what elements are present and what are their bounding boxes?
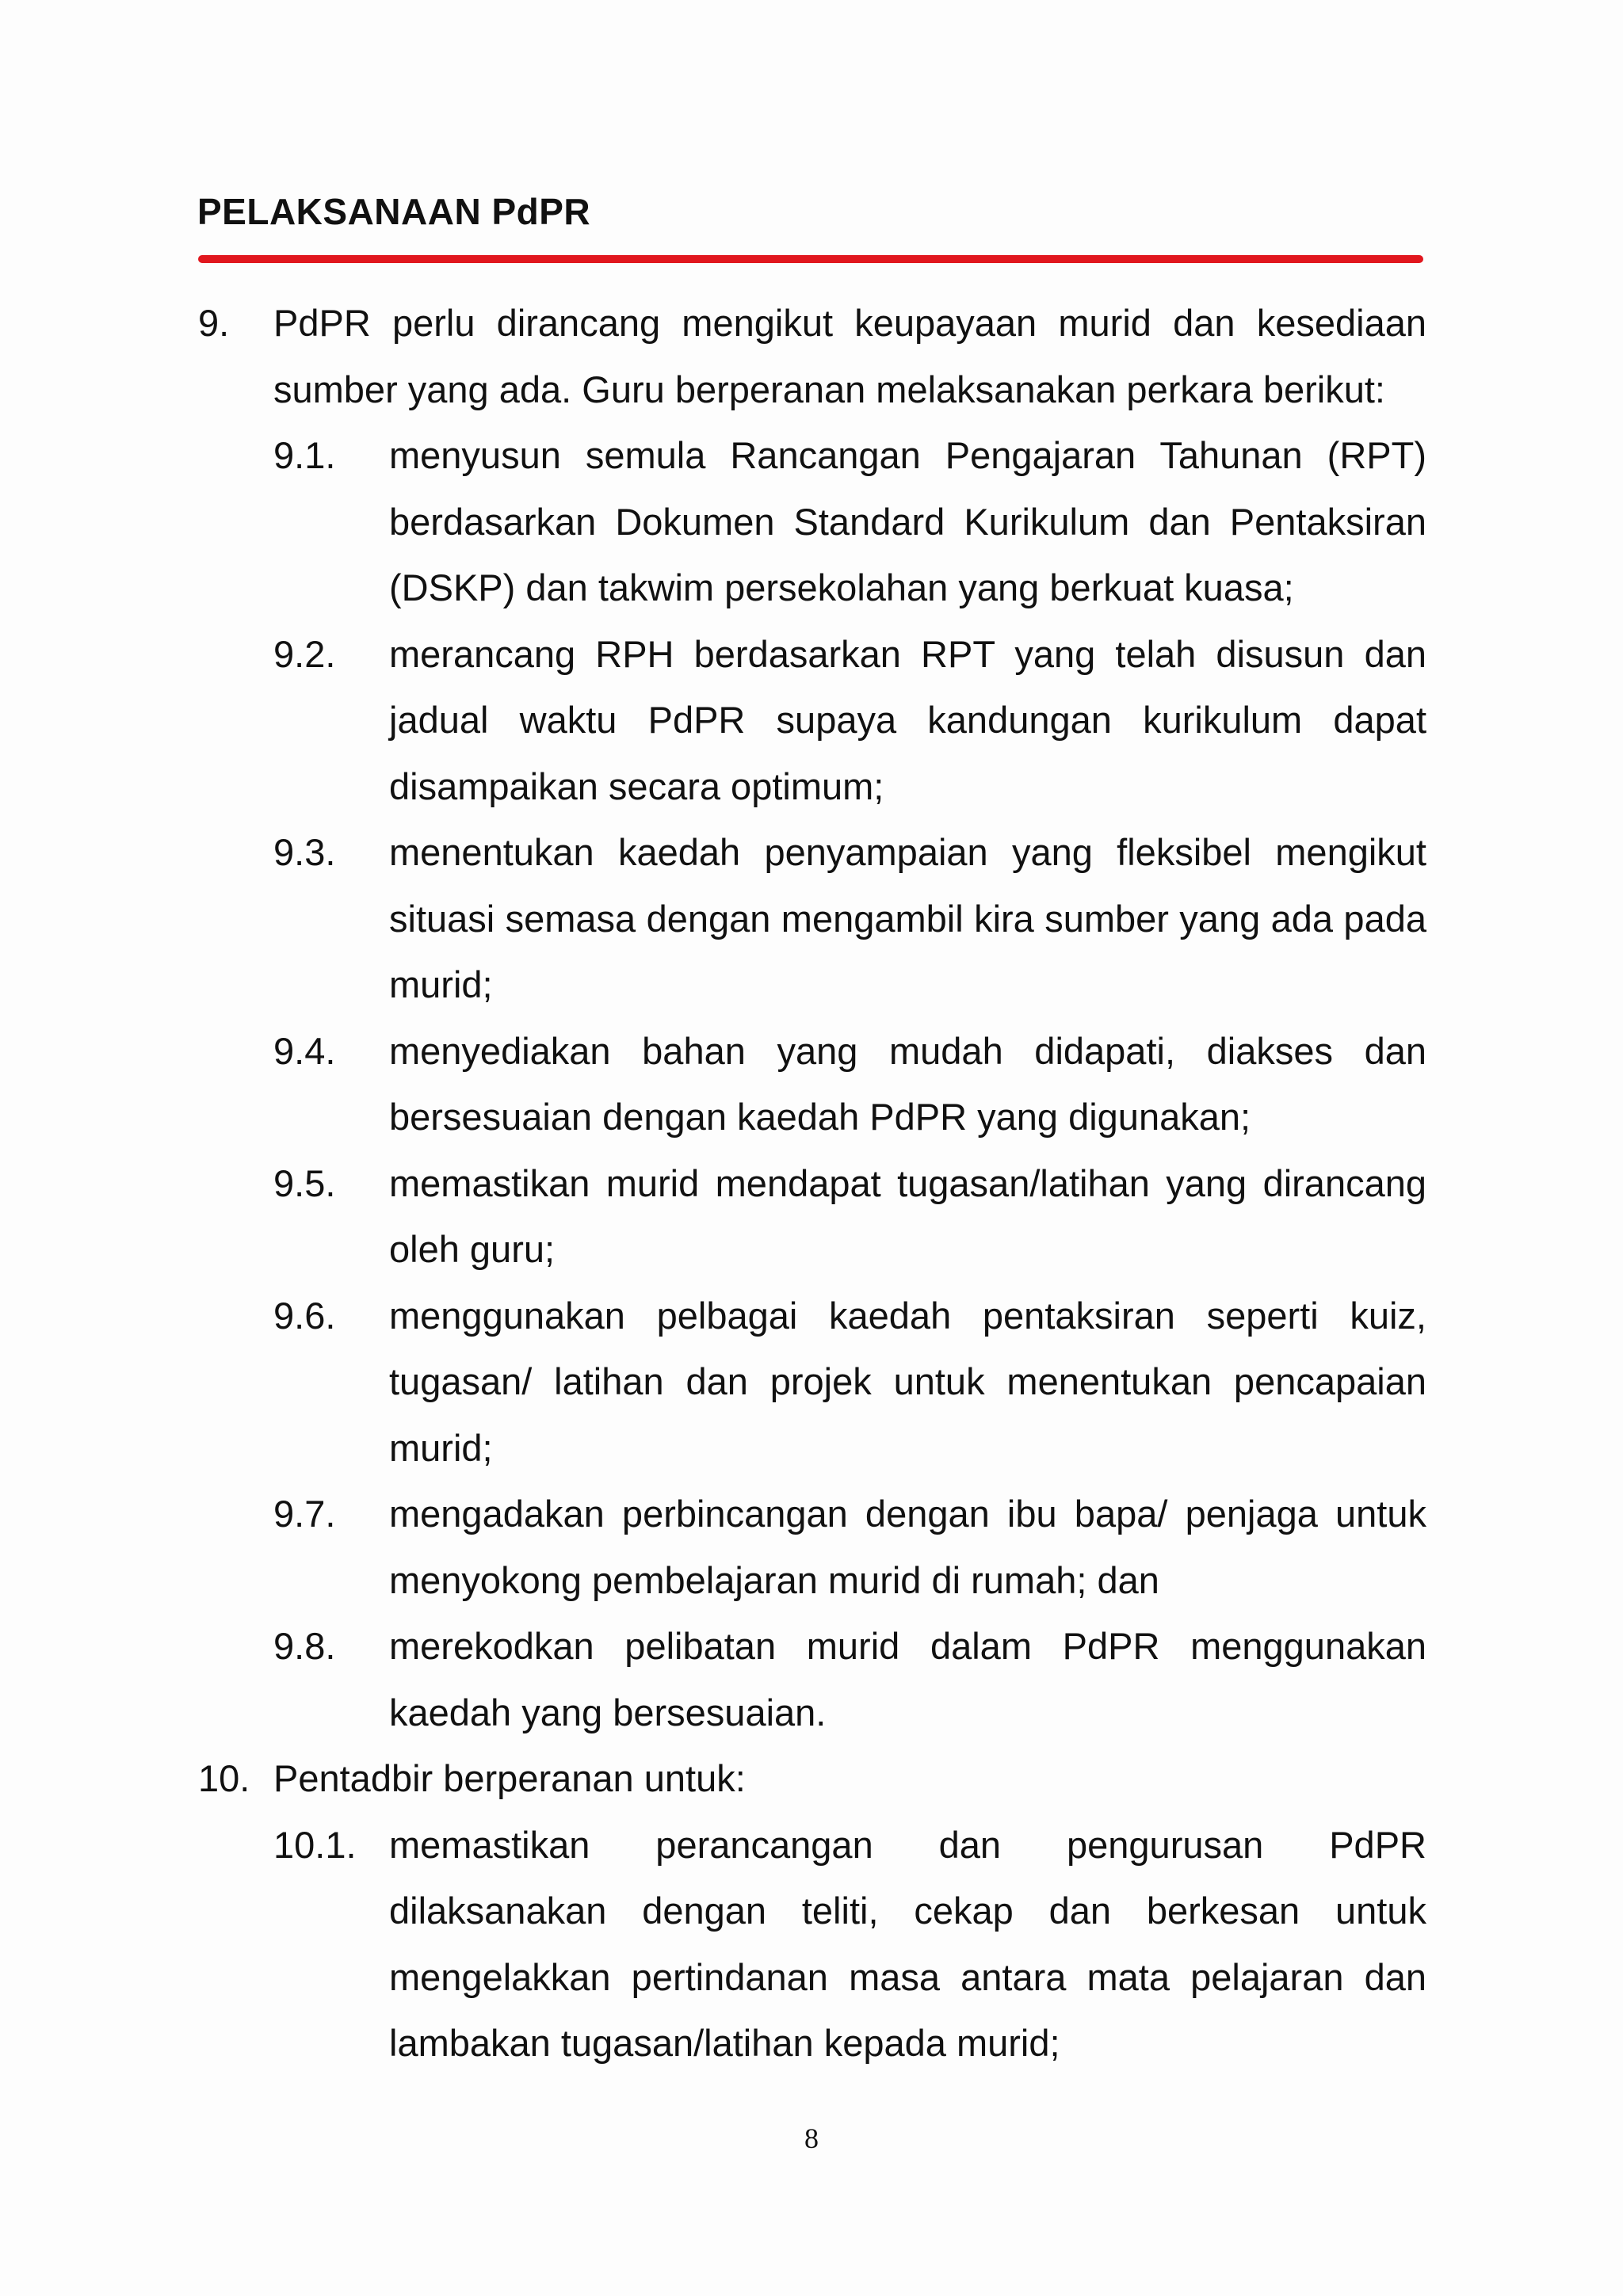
subclause-9-1	[198, 422, 1426, 621]
page-number: 8	[804, 2122, 819, 2154]
subclause-9-7	[198, 1481, 1426, 1613]
subclause-text: menyusun semula Rancangan Pengajaran Tahunan (RPT) berdasarkan Dokumen Standard Kurikulum dan Pentaksiran (DSKP) dan takwim persekolahan yang berkuat kuasa;	[389, 434, 1426, 608]
subclause-text: menggunakan pelbagai kaedah pentaksiran seperti kuiz, tugasan/ latihan dan projek untuk menentukan pencapaian murid;	[389, 1294, 1426, 1469]
subclause-number: 9.2.	[273, 632, 336, 675]
subclause-9-2	[198, 621, 1426, 820]
clause-number: 10.	[198, 1757, 250, 1799]
subclause-text: menyediakan bahan yang mudah didapati, diakses dan bersesuaian dengan kaedah PdPR yang digunakan;	[389, 1029, 1426, 1138]
document-body	[198, 290, 1426, 2077]
subclause-text: merancang RPH berdasarkan RPT yang telah disusun dan jadual waktu PdPR supaya kandungan kurikulum dapat disampaikan secara optimum;	[389, 632, 1426, 807]
subclause-9-4	[198, 1018, 1426, 1150]
subclause-text: memastikan perancangan dan pengurusan PdPR dilaksanakan dengan teliti, cekap dan berkesan untuk mengelakkan pertindanan masa antara mata pelajaran dan lambakan tugasan/latihan kepada murid;	[389, 1823, 1426, 2064]
subclause-number: 9.6.	[273, 1294, 336, 1337]
section-heading: PELAKSANAAN PdPR	[197, 191, 591, 232]
heading-underline-rule	[198, 255, 1423, 263]
subclause-number: 9.5.	[273, 1161, 336, 1204]
subclause-number: 9.7.	[273, 1493, 336, 1535]
clause-text: Pentadbir berperanan untuk:	[273, 1757, 746, 1799]
clause-9	[198, 290, 1426, 422]
subclause-number: 9.3.	[273, 831, 336, 873]
subclause-number: 9.4.	[273, 1029, 336, 1072]
subclause-number: 9.8.	[273, 1625, 336, 1667]
clause-text: PdPR perlu dirancang mengikut keupayaan murid dan kesediaan sumber yang ada. Guru berperanan melaksanakan perkara berikut:	[273, 302, 1426, 410]
clause-number: 9.	[198, 302, 230, 344]
subclause-text: merekodkan pelibatan murid dalam PdPR menggunakan kaedah yang bersesuaian.	[389, 1625, 1426, 1733]
clause-10	[198, 1745, 1426, 1812]
subclause-text: mengadakan perbincangan dengan ibu bapa/ penjaga untuk menyokong pembelajaran murid di rumah; dan	[389, 1493, 1426, 1601]
subclause-9-5	[198, 1150, 1426, 1283]
subclause-number: 9.1.	[273, 434, 336, 476]
subclause-9-3	[198, 819, 1426, 1018]
subclause-9-8	[198, 1613, 1426, 1745]
subclause-9-6	[198, 1283, 1426, 1482]
subclause-number: 10.1.	[273, 1823, 357, 1866]
subclause-text: menentukan kaedah penyampaian yang fleksibel mengikut situasi semasa dengan mengambil kira sumber yang ada pada murid;	[389, 831, 1426, 1005]
subclause-10-1	[198, 1812, 1426, 2077]
subclause-text: memastikan murid mendapat tugasan/latihan yang dirancang oleh guru;	[389, 1161, 1426, 1270]
